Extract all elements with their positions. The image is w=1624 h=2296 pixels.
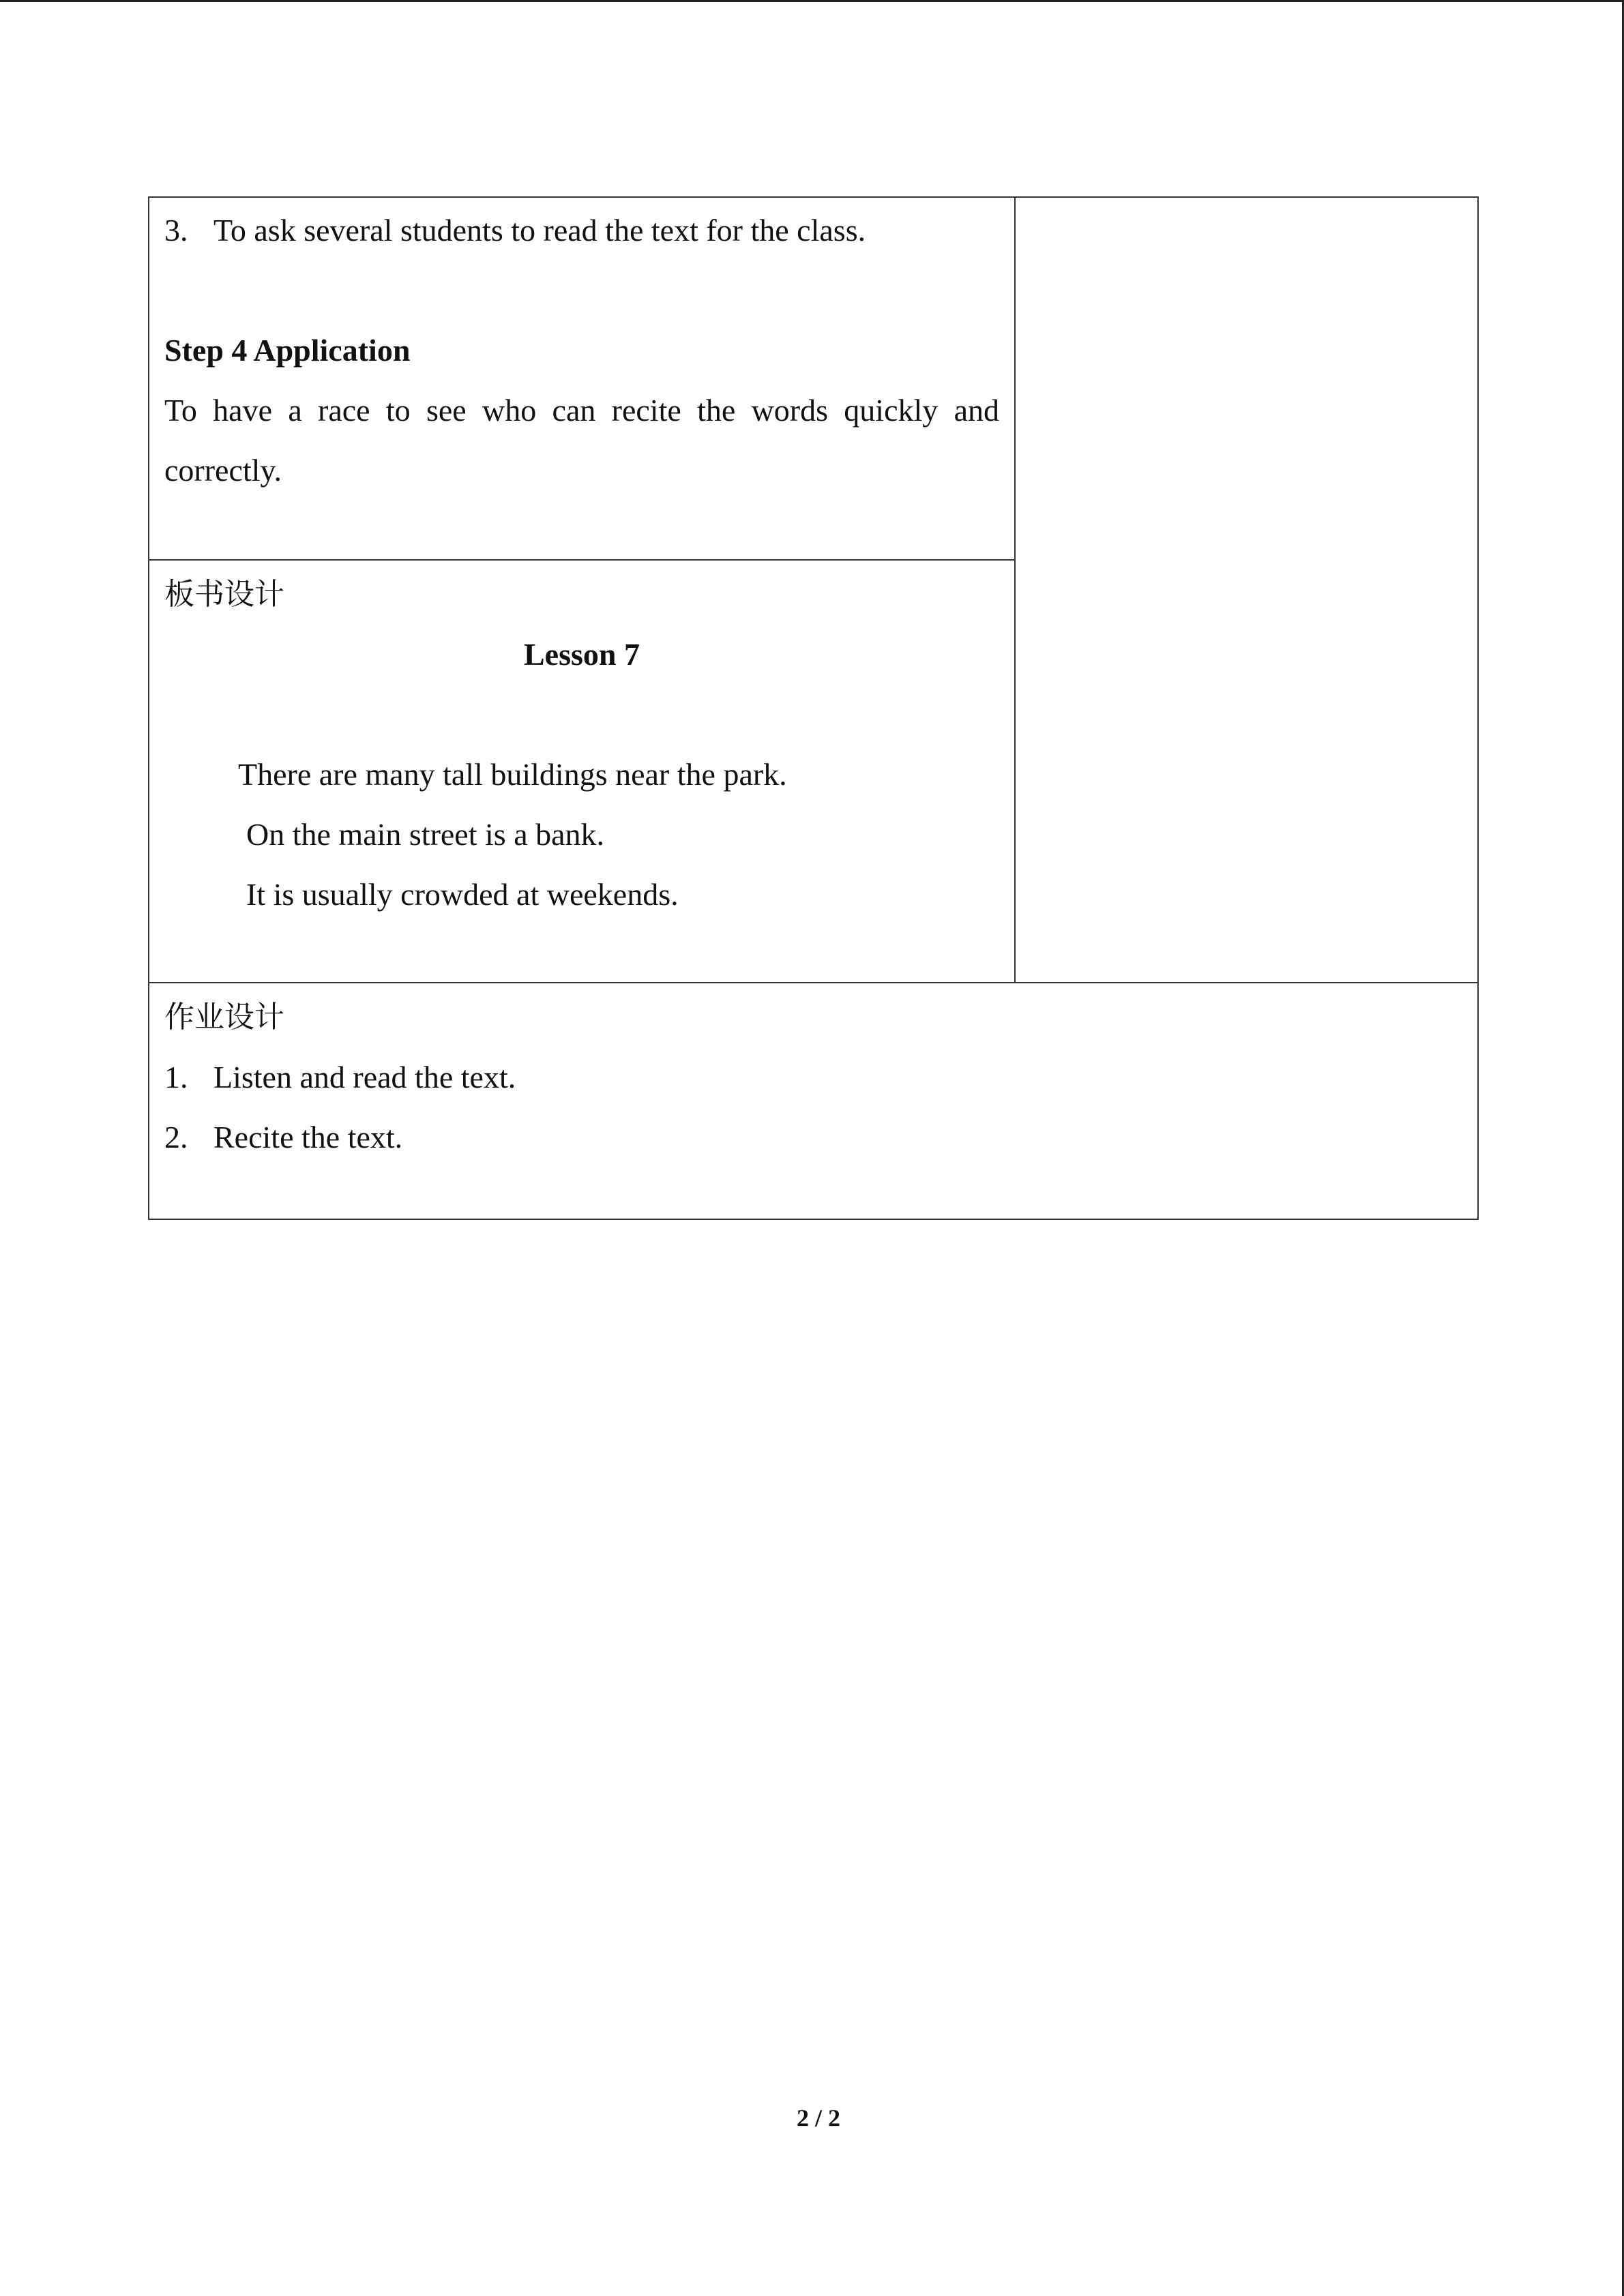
page-number: 2 / 2 [796,2104,840,2132]
lesson-title: Lesson 7 [524,637,640,672]
item-text: Listen and read the text. [213,1060,516,1094]
step4-text-line-2: correctly. [164,453,282,488]
step4-text-line-1: To have a race to see who can recite the words quickly and [164,393,999,428]
homework-heading: 作业设计 [164,1000,284,1034]
homework-item [164,1047,1462,1107]
homework-item [164,1107,1462,1167]
item-number: 1. [164,1060,188,1094]
blackboard-heading: 板书设计 [164,577,284,612]
lesson-plan-table [148,196,1479,1220]
page-top-border [0,0,1624,2]
step4-heading: Step 4 Application [164,333,411,368]
blackboard-sentence: There are many tall buildings near the park. [238,757,787,792]
procedure-cell [149,197,1015,560]
homework-row [149,983,1478,1219]
procedure-item-3 [164,200,999,260]
blackboard-sentence: On the main street is a bank. [246,817,605,852]
blackboard-sentence: It is usually crowded at weekends. [246,877,679,912]
item-text: To ask several students to read the text for the class. [213,213,866,248]
procedure-row [149,197,1478,560]
blackboard-design-cell [149,560,1015,983]
item-text: Recite the text. [213,1120,403,1154]
item-number: 2. [164,1120,188,1154]
item-number: 3. [164,213,188,248]
homework-cell [149,983,1478,1219]
notes-cell [1015,197,1478,983]
